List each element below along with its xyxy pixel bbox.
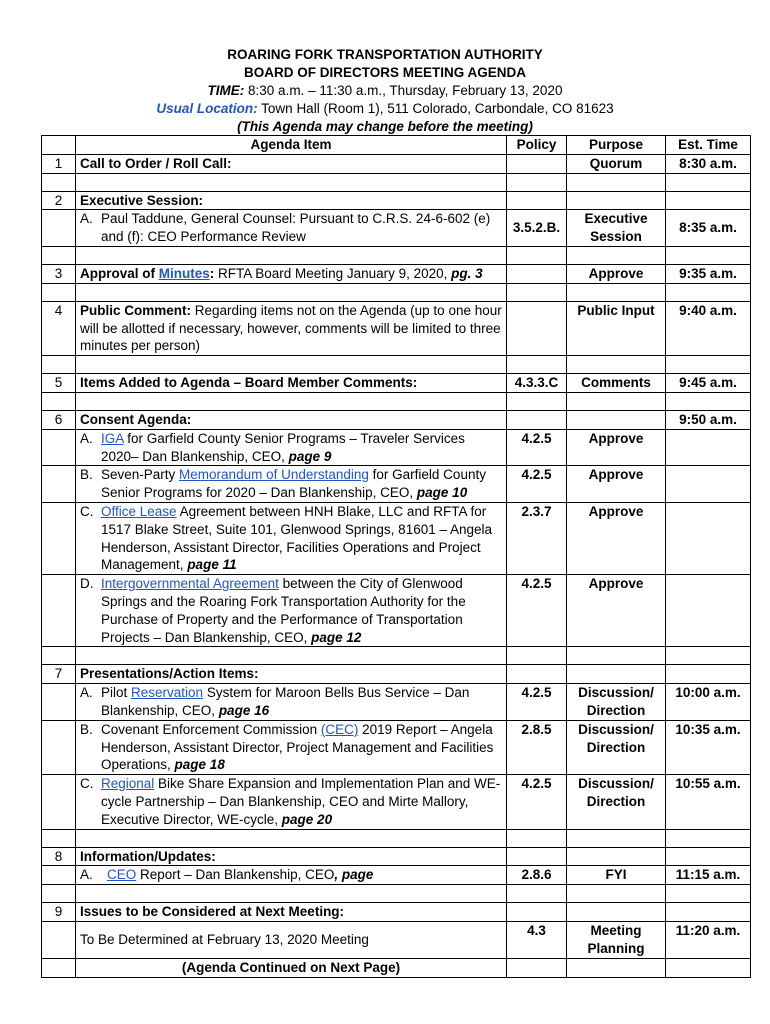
table-row: A. CEO Report – Dan Blankenship, CEO, page 2.8.6 FYI 11:15 a.m.	[42, 866, 751, 885]
item-number: 7	[42, 665, 76, 684]
item-purpose: Approve	[567, 575, 666, 647]
item-purpose: Meeting Planning	[567, 921, 666, 958]
item-time: 9:40 a.m.	[666, 301, 751, 355]
item-policy: 2.3.7	[507, 502, 567, 574]
item-purpose: Executive Session	[567, 210, 666, 247]
reservation-link[interactable]: Reservation	[131, 685, 204, 701]
location-value: Town Hall (Room 1), 511 Colorado, Carbondale, CO 81623	[261, 101, 614, 116]
table-row: 3 Approval of Minutes: RFTA Board Meeting January 9, 2020, pg. 3 Approve 9:35 a.m.	[42, 264, 751, 283]
item-title: Information/Updates:	[76, 847, 507, 866]
item-time: 9:35 a.m.	[666, 264, 751, 283]
item-policy: 4.2.5	[507, 466, 567, 503]
col-agenda-item: Agenda Item	[76, 136, 507, 155]
item-number: 8	[42, 847, 76, 866]
item-purpose: Public Input	[567, 301, 666, 355]
item-time: 8:30 a.m.	[666, 154, 751, 173]
item-number: 1	[42, 154, 76, 173]
mou-link[interactable]: Memorandum of Understanding	[179, 467, 369, 483]
item-time: 11:20 a.m.	[666, 921, 751, 958]
table-row	[42, 903, 751, 922]
table-row: A. Pilot Reservation System for Maroon Bells Bus Service – Dan Blankenship, CEO, page 16 4.2.5 Discussion/ Direction 10:00 a.m.	[42, 684, 751, 721]
item-title: Executive Session:	[76, 191, 507, 210]
org-name: ROARING FORK TRANSPORTATION AUTHORITY	[227, 47, 543, 62]
table-row: A. IGA for Garfield County Senior Programs – Traveler Services 2020– Dan Blankenship, CEO, page 9 4.2.5 Approve	[42, 429, 751, 466]
table-row	[42, 410, 751, 429]
item-policy: 4.3.3.C	[507, 374, 567, 393]
col-purpose: Purpose	[567, 136, 666, 155]
table-row	[42, 665, 751, 684]
table-row: C. Regional Bike Share Expansion and Implementation Plan and WE-cycle Partnership – Dan Blankenship, CEO and Mirte Mallory, Executive Director, WE-cycle, page 20 4.2.5 Discussion/ Direction 10:55 a.m.	[42, 775, 751, 829]
col-policy: Policy	[507, 136, 567, 155]
ceo-link[interactable]: CEO	[107, 867, 137, 883]
table-row: C. Office Lease Agreement between HNH Blake, LLC and RFTA for 1517 Blake Street, Suite 101, Glenwood Springs, 81601 – Angela Henderson, Assistant Director, Facilities Operations and Project Management, page 11 2.3.7 Approve	[42, 502, 751, 574]
iga-glenwood-link[interactable]: Intergovernmental Agreement	[101, 576, 279, 592]
item-policy: 4.2.5	[507, 684, 567, 721]
item-text: Paul Taddune, General Counsel: Pursuant to C.R.S. 24-6-602 (e) and (f): CEO Performance Review	[101, 211, 491, 245]
item-purpose: Approve	[567, 264, 666, 283]
item-title: Items Added to Agenda – Board Member Comments:	[76, 374, 507, 393]
col-time: Est. Time	[666, 136, 751, 155]
cec-link[interactable]: (CEC)	[320, 721, 359, 737]
table-row	[42, 154, 751, 173]
item-purpose: Discussion/ Direction	[567, 684, 666, 721]
item-time: 9:45 a.m.	[666, 374, 751, 393]
item-time: 10:00 a.m.	[666, 684, 751, 721]
footer-row	[42, 958, 751, 977]
item-policy: 2.8.6	[507, 866, 567, 885]
regional-link[interactable]: Regional	[101, 776, 155, 792]
item-policy: 4.2.5	[507, 575, 567, 647]
item-time: 8:35 a.m.	[666, 210, 751, 247]
item-time: 9:50 a.m.	[666, 410, 751, 429]
item-text: To Be Determined at February 13, 2020 Meeting	[76, 921, 507, 958]
item-number: 9	[42, 903, 76, 922]
agenda-title: BOARD OF DIRECTORS MEETING AGENDA	[243, 65, 526, 80]
table-row: B. Seven-Party Memorandum of Understanding for Garfield County Senior Programs for 2020 – Dan Blankenship, CEO, page 10 4.2.5 Approve	[42, 466, 751, 503]
time-label: TIME:	[207, 83, 245, 98]
item-purpose: Approve	[567, 502, 666, 574]
item-policy: 3.5.2.B.	[507, 210, 567, 247]
item-title: Consent Agenda:	[76, 410, 507, 429]
item-time: 11:15 a.m.	[666, 866, 751, 885]
table-row	[42, 921, 751, 958]
minutes-link[interactable]: Minutes	[158, 265, 210, 281]
continued-note: (Agenda Continued on Next Page)	[76, 958, 507, 977]
agenda-table	[41, 135, 751, 978]
item-purpose: Quorum	[567, 154, 666, 173]
agenda-note: (This Agenda may change before the meeting)	[237, 119, 533, 134]
item-purpose: Discussion/ Direction	[567, 775, 666, 829]
office-lease-link[interactable]: Office Lease	[101, 503, 177, 519]
item-purpose: Comments	[567, 374, 666, 393]
item-title: Presentations/Action Items:	[76, 665, 507, 684]
item-purpose: Discussion/ Direction	[567, 720, 666, 774]
item-title: Issues to be Considered at Next Meeting:	[76, 903, 507, 922]
item-policy: 4.2.5	[507, 775, 567, 829]
table-row: A. Paul Taddune, General Counsel: Pursuant to C.R.S. 24-6-602 (e) and (f): CEO Performance Review 3.5.2.B. Executive Session 8:35 a.m.	[42, 210, 751, 247]
table-row	[42, 374, 751, 393]
item-title: Call to Order / Roll Call:	[76, 154, 507, 173]
item-purpose: Approve	[567, 466, 666, 503]
item-number: 2	[42, 191, 76, 210]
item-number: 3	[42, 264, 76, 283]
item-purpose: FYI	[567, 866, 666, 885]
table-row	[42, 847, 751, 866]
table-row: 4 Public Comment: Regarding items not on the Agenda (up to one hour will be allotted if necessary, however, comments will be limited to three minutes per person) Public Input 9:40 a.m.	[42, 301, 751, 355]
item-time: 10:55 a.m.	[666, 775, 751, 829]
item-number: 4	[42, 301, 76, 355]
table-row: B. Covenant Enforcement Commission (CEC) 2019 Report – Angela Henderson, Assistant Director, Project Management and Facilities Operations, page 18 2.8.5 Discussion/ Direction 10:35 a.m.	[42, 720, 751, 774]
table-row: D. Intergovernmental Agreement between the City of Glenwood Springs and the Roaring Fork Transportation Authority for the Purchase of Property and the Performance of Transportation Projects – Dan Blankenship, CEO, page 12 4.2.5 Approve	[42, 575, 751, 647]
item-policy: 4.3	[507, 921, 567, 958]
table-header-row	[42, 136, 751, 155]
item-policy: 2.8.5	[507, 720, 567, 774]
location-label: Usual Location:	[156, 101, 258, 116]
item-policy: 4.2.5	[507, 429, 567, 466]
time-value: 8:30 a.m. – 11:30 a.m., Thursday, February 13, 2020	[248, 83, 563, 98]
item-number: 5	[42, 374, 76, 393]
item-number: 6	[42, 410, 76, 429]
item-time: 10:35 a.m.	[666, 720, 751, 774]
meeting-location	[0, 100, 770, 118]
item-purpose: Approve	[567, 429, 666, 466]
iga-link[interactable]: IGA	[101, 430, 124, 446]
meeting-time	[0, 82, 770, 100]
table-row	[42, 191, 751, 210]
